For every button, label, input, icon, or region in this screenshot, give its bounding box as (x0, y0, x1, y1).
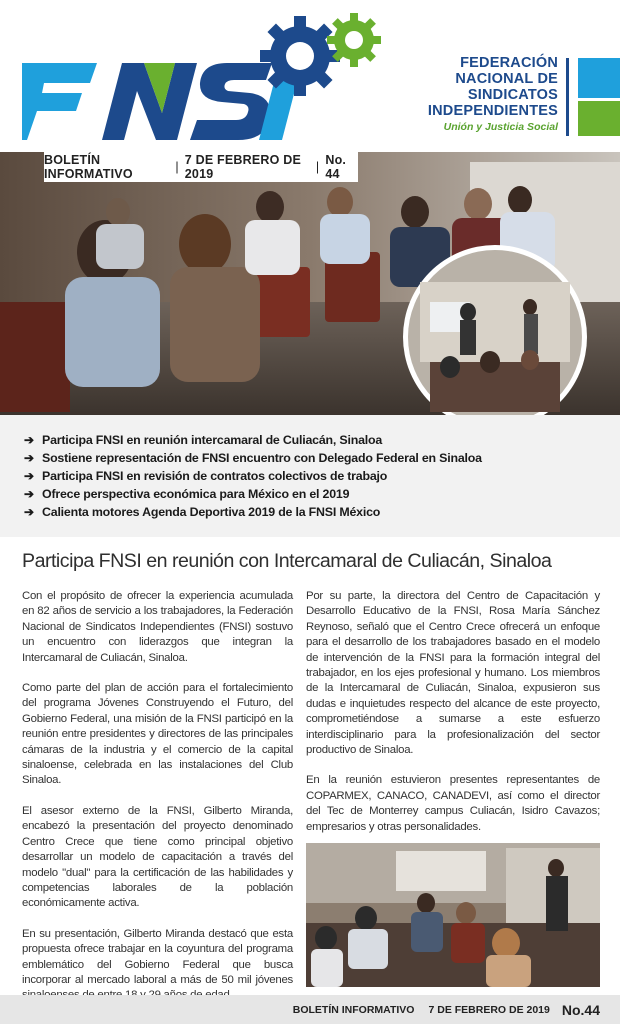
org-name-line: INDEPENDIENTES (427, 103, 558, 119)
organization-name (400, 55, 558, 133)
presentation-image (306, 843, 600, 987)
headline-item[interactable] (24, 485, 620, 503)
issue-banner (44, 152, 358, 182)
brand-block-green (578, 101, 620, 136)
presentation-photo (306, 843, 600, 987)
article-title: Participa FNSI en reunión con Intercamaral de Culiacán, Sinaloa (22, 550, 552, 572)
article-column-left (22, 589, 293, 1019)
arrow-right-icon: ➔ (24, 451, 34, 465)
article-paragraph: En su presentación, Gilberto Miranda destacó que esta propuesta ofrece trabajar en la coyuntura del programa emblemático del Gobierno Federal que busca incorporar al mercado laboral a más de 50 mil jóvenes (22, 927, 293, 986)
brand-block-blue (578, 58, 620, 98)
article-paragraph: En la reunión estuvieron presentes representantes de COPARMEX, CANACO, CANADEVI, así como el director del Tec de Monterrey campus Culiacán, Isidro Cavazos; empresarios y otras personalidades. (306, 774, 600, 833)
headline-item[interactable] (24, 503, 620, 521)
article-paragraph: Con el propósito de ofrecer la experiencia acumulada en 82 años de servicio a los trabajadores, la Federación Nacional de Sindicatos Independientes (FNSI) sostuvo un encuentro con liderazgos que integran la Intercamaral de Culiacán, Sinaloa. (22, 590, 293, 664)
headline-text: Participa FNSI en reunión intercamaral de Culiacán, Sinaloa (42, 433, 383, 447)
meeting-photo (0, 152, 620, 415)
fnsi-logo (22, 8, 392, 143)
headline-text: Sostiene representación de FNSI encuentro con Delegado Federal en Sinaloa (42, 451, 482, 465)
headline-item[interactable] (24, 467, 620, 485)
article-paragraph: Como parte del plan de acción para el fortalecimiento del programa Jóvenes Construyendo el Futuro, del Gobierno Federal, una misión de la FNSI participó en la reunión entre presidentes y directores de las principales cámaras de la industria y el comercio de la capital sinaloense, celebrada en las instalaciones del Club Sinaloa. (22, 682, 293, 787)
issue-number: No. 44 (325, 153, 347, 181)
separator: | (175, 160, 179, 174)
issue-date: 7 DE FEBRERO DE 2019 (184, 153, 301, 181)
arrow-right-icon: ➔ (24, 505, 34, 519)
headline-text: Ofrece perspectiva económica para México en el 2019 (42, 487, 350, 501)
org-tagline: Unión y Justicia Social (443, 121, 558, 133)
article-paragraph: El asesor externo de la FNSI, Gilberto Miranda, encabezó la presentación del proyecto denominado Centro Crece que tiene como principal objetivo desarrollar un modelo de capacitación a través del modelo "dual" para la certificación de las habilidades y competencias laborales de la población económicamente activa. (22, 804, 293, 910)
masthead (0, 0, 620, 150)
page-footer (0, 995, 620, 1024)
hero-photo (0, 152, 620, 415)
footer-date: 7 DE FEBRERO DE 2019 (428, 1003, 550, 1016)
headlines-list (0, 415, 620, 537)
org-name-line: NACIONAL DE (455, 71, 558, 87)
separator: | (315, 160, 320, 174)
headline-item[interactable] (24, 449, 620, 467)
arrow-right-icon: ➔ (24, 487, 34, 501)
headline-text: Participa FNSI en revisión de contratos colectivos de trabajo (42, 469, 388, 483)
org-name-line: FEDERACIÓN (460, 55, 558, 71)
article-column-right (306, 589, 600, 850)
issue-label: BOLETÍN INFORMATIVO (44, 153, 133, 181)
footer-issue-number: No.44 (561, 1001, 600, 1018)
headline-text: Calienta motores Agenda Deportiva 2019 de la FNSI México (42, 505, 381, 519)
article-paragraph: Por su parte, la directora del Centro de Capacitación y Desarrollo Educativo de la FNSI, Rosa María Sánchez Reynoso, señaló que el Centro Crece ofrecerá un enfoque para el desarrollo de los trabajadores basado en el modelo de intervención de la FNSI para la formación integral del trabajador, en los ejes profesional y humano. Los miembros de la Intercamaral de Culiacán, Sinaloa, expusieron sus dudas e inquietudes respecto del alcance de este proyecto, comprometiéndose a sumarse a este esfuerzo interdisciplinario para la profesionalización del sector productivo de Sinaloa. (306, 590, 600, 757)
footer-label: BOLETÍN INFORMATIVO (292, 1003, 415, 1016)
arrow-right-icon: ➔ (24, 433, 34, 447)
arrow-right-icon: ➔ (24, 469, 34, 483)
headline-item[interactable] (24, 431, 620, 449)
org-name-line: SINDICATOS (467, 87, 558, 103)
divider (566, 58, 569, 136)
